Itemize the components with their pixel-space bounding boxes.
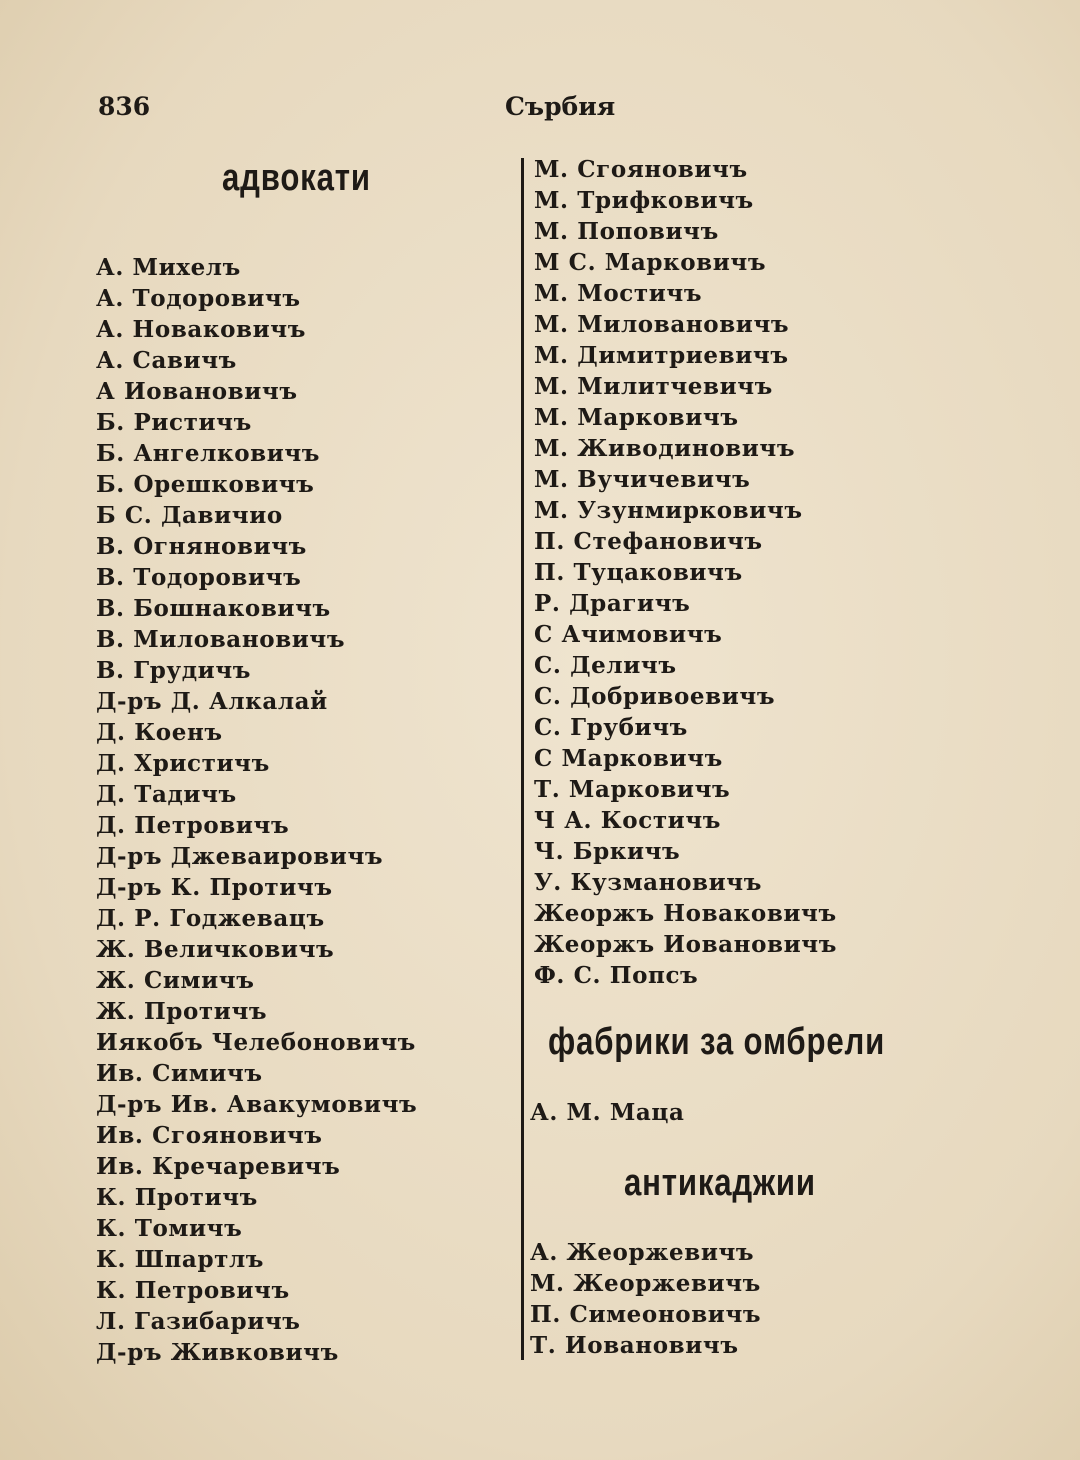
list-item: У. Кузмановичъ — [534, 869, 762, 896]
ombreli-list — [530, 1097, 684, 1128]
list-item: П. Стефановичъ — [534, 528, 763, 555]
list-item: А. Михелъ — [96, 254, 241, 281]
advokati-right-column — [534, 154, 837, 991]
list-item: Б. Ристичъ — [96, 409, 252, 436]
list-item: М. Поповичъ — [534, 218, 719, 245]
antikadzhii-list — [530, 1237, 761, 1361]
list-item: Ф. С. Попсъ — [534, 962, 699, 989]
list-item: Д. Христичъ — [96, 750, 270, 777]
list-item: Жеоржъ Новаковичъ — [534, 900, 837, 927]
list-item: Ив. Сгояновичъ — [96, 1122, 323, 1149]
list-item: В. Бошнаковичъ — [96, 595, 331, 622]
list-item: Д. Тадичъ — [96, 781, 237, 808]
list-item: П. Туцаковичъ — [534, 559, 743, 586]
list-item: М. Трифковичъ — [534, 187, 754, 214]
list-item: С Марковичъ — [534, 745, 723, 772]
list-item: Иякобъ Челебоновичъ — [96, 1029, 416, 1056]
list-item: Д. Петровичъ — [96, 812, 290, 839]
list-item: М. Мостичъ — [534, 280, 703, 307]
list-item: Б С. Давичио — [96, 502, 283, 529]
list-item: Ж. Протичъ — [96, 998, 268, 1025]
list-item: М. Миловановичъ — [534, 311, 790, 338]
list-item: М. Димитриевичъ — [534, 342, 789, 369]
list-item: Д-ръ Живковичъ — [96, 1339, 339, 1366]
list-item: М. Марковичъ — [534, 404, 739, 431]
list-item: Д-ръ Д. Алкалай — [96, 688, 328, 715]
list-item: Д-ръ К. Протичъ — [96, 874, 333, 901]
list-item: М. Вучичевичъ — [534, 466, 751, 493]
list-item: В. Тодоровичъ — [96, 564, 302, 591]
list-item: М. Жеоржевичъ — [530, 1270, 761, 1297]
advokati-left-column — [96, 252, 417, 1368]
list-item: А Иовановичъ — [96, 378, 298, 405]
list-item: Ч. Бркичъ — [534, 838, 681, 865]
running-head: Сърбия — [505, 92, 616, 121]
list-item: А. Жеоржевичъ — [530, 1239, 755, 1266]
list-item: Т. Марковичъ — [534, 776, 731, 803]
list-item: Б. Орешковичъ — [96, 471, 315, 498]
list-item: В. Миловановичъ — [96, 626, 346, 653]
list-item: К. Томичъ — [96, 1215, 243, 1242]
list-item: Б. Ангелковичъ — [96, 440, 321, 467]
list-item: Т. Иовановичъ — [530, 1332, 739, 1359]
list-item: М. Живодиновичъ — [534, 435, 796, 462]
list-item: Жеоржъ Иовановичъ — [534, 931, 837, 958]
list-item: Д. Коенъ — [96, 719, 223, 746]
heading-advokati: адвокати — [222, 157, 371, 199]
list-item: М С. Марковичъ — [534, 249, 767, 276]
list-item: Л. Газибаричъ — [96, 1308, 301, 1335]
list-item: Ж. Симичъ — [96, 967, 255, 994]
list-item: А. Савичъ — [96, 347, 237, 374]
heading-antikadzhii: антикаджии — [624, 1162, 816, 1204]
heading-ombreli: фабрики за омбрели — [548, 1021, 886, 1063]
list-item: К. Шпартлъ — [96, 1246, 265, 1273]
list-item: А. М. Маца — [530, 1099, 685, 1126]
list-item: В. Огняновичъ — [96, 533, 307, 560]
list-item: С. Грубичъ — [534, 714, 688, 741]
list-item: Ж. Величковичъ — [96, 936, 335, 963]
list-item: К. Протичъ — [96, 1184, 258, 1211]
list-item: А. Новаковичъ — [96, 316, 306, 343]
page-number: 836 — [98, 92, 151, 121]
list-item: Ив. Симичъ — [96, 1060, 263, 1087]
column-divider — [521, 158, 524, 1360]
list-item: М. Милитчевичъ — [534, 373, 773, 400]
list-item: К. Петровичъ — [96, 1277, 290, 1304]
list-item: Д-ръ Ив. Авакумовичъ — [96, 1091, 418, 1118]
list-item: Р. Драгичъ — [534, 590, 691, 617]
list-item: П. Симеоновичъ — [530, 1301, 762, 1328]
list-item: М. Узунмирковичъ — [534, 497, 803, 524]
list-item: А. Тодоровичъ — [96, 285, 301, 312]
list-item: Д-ръ Джеваировичъ — [96, 843, 384, 870]
list-item: С Ачимовичъ — [534, 621, 723, 648]
list-item: В. Грудичъ — [96, 657, 252, 684]
list-item: Ч А. Костичъ — [534, 807, 722, 834]
list-item: М. Сгояновичъ — [534, 156, 748, 183]
list-item: Д. Р. Годжевацъ — [96, 905, 325, 932]
list-item: С. Добривоевичъ — [534, 683, 776, 710]
list-item: С. Деличъ — [534, 652, 677, 679]
list-item: Ив. Кречаревичъ — [96, 1153, 341, 1180]
